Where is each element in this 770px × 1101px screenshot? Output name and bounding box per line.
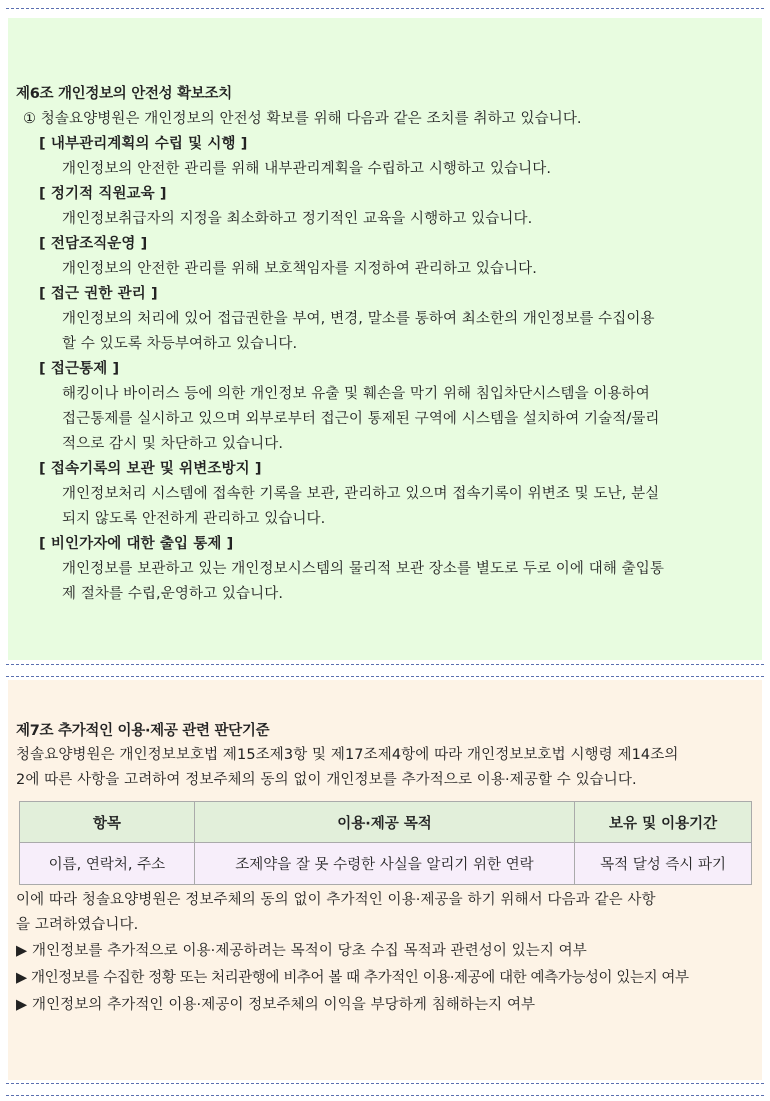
section7-after: 이에 따라 청솔요양병원은 정보주체의 동의 없이 추가적인 이용·제공을 하기 위해서 다음과 같은 사항 bbox=[16, 892, 656, 908]
divider bbox=[6, 676, 764, 677]
bullet-item: ▶ 개인정보를 수집한 정황 또는 처리관행에 비추어 볼 때 추가적인 이용·제공에 대한 예측가능성이 있는지 여부 bbox=[16, 970, 689, 986]
table-row bbox=[20, 843, 752, 885]
section6-intro: ① 청솔요양병원은 개인정보의 안전성 확보를 위해 다음과 같은 조치를 취하고 있습니다. bbox=[23, 111, 582, 127]
divider bbox=[6, 8, 764, 9]
item-heading: [ 정기적 직원교육 ] bbox=[39, 186, 167, 202]
section6-title: 제6조 개인정보의 안전성 확보조치 bbox=[16, 86, 232, 102]
table-cell: 조제약을 잘 못 수령한 사실을 알리기 위한 연락 bbox=[194, 843, 574, 885]
section7-after: 을 고려하였습니다. bbox=[16, 917, 139, 933]
section7-intro: 2에 따른 사항을 고려하여 정보주체의 동의 없이 개인정보를 추가적으로 이용·제공할 수 있습니다. bbox=[16, 772, 637, 788]
item-heading: [ 내부관리계획의 수립 및 시행 ] bbox=[39, 136, 248, 152]
table-header: 보유 및 이용기간 bbox=[575, 802, 752, 843]
item-text: 개인정보취급자의 지정을 최소화하고 정기적인 교육을 시행하고 있습니다. bbox=[62, 211, 533, 227]
bullet-item: ▶ 개인정보의 추가적인 이용·제공이 정보주체의 이익을 부당하게 침해하는지 여부 bbox=[16, 997, 536, 1013]
item-heading: [ 접속기록의 보관 및 위변조방지 ] bbox=[39, 461, 262, 477]
criteria-table bbox=[19, 801, 752, 885]
section7-intro: 청솔요양병원은 개인정보보호법 제15조제3항 및 제17조제4항에 따라 개인정보보호법 시행령 제14조의 bbox=[16, 747, 679, 763]
item-text: 개인정보처리 시스템에 접속한 기록을 보관, 관리하고 있으며 접속기록이 위변조 및 도난, 분실 bbox=[62, 486, 660, 502]
item-text: 해킹이나 바이러스 등에 의한 개인정보 유출 및 훼손을 막기 위해 침입차단시스템을 이용하여 bbox=[62, 386, 650, 402]
table-header-row bbox=[20, 802, 752, 843]
item-text: 적으로 감시 및 차단하고 있습니다. bbox=[62, 436, 284, 452]
item-heading: [ 접근통제 ] bbox=[39, 361, 120, 377]
item-text: 개인정보의 안전한 관리를 위해 내부관리계획을 수립하고 시행하고 있습니다. bbox=[62, 161, 552, 177]
item-heading: [ 전담조직운영 ] bbox=[39, 236, 148, 252]
item-text: 접근통제를 실시하고 있으며 외부로부터 접근이 통제된 구역에 시스템을 설치하여 기술적/물리 bbox=[62, 411, 660, 427]
bullet-item: ▶ 개인정보를 추가적으로 이용·제공하려는 목적이 당초 수집 목적과 관련성이 있는지 여부 bbox=[16, 943, 587, 959]
table-header: 이용·제공 목적 bbox=[194, 802, 574, 843]
item-heading: [ 접근 권한 관리 ] bbox=[39, 286, 158, 302]
item-text: 할 수 있도록 차등부여하고 있습니다. bbox=[62, 336, 298, 352]
divider bbox=[6, 1083, 764, 1084]
item-heading: [ 비인가자에 대한 출입 통제 ] bbox=[39, 536, 234, 552]
item-text: 개인정보의 처리에 있어 접급권한을 부여, 변경, 말소를 통하여 최소한의 개인정보를 수집이용 bbox=[62, 311, 655, 327]
item-text: 개인정보의 안전한 관리를 위해 보호책임자를 지정하여 관리하고 있습니다. bbox=[62, 261, 537, 277]
divider bbox=[6, 664, 764, 665]
table-header: 항목 bbox=[20, 802, 195, 843]
section7-title: 제7조 추가적인 이용·제공 관련 판단기준 bbox=[16, 723, 270, 739]
item-text: 제 절차를 수립,운영하고 있습니다. bbox=[62, 586, 284, 602]
item-text: 되지 않도록 안전하게 관리하고 있습니다. bbox=[62, 511, 326, 527]
table-cell: 목적 달성 즉시 파기 bbox=[575, 843, 752, 885]
table-cell: 이름, 연락처, 주소 bbox=[20, 843, 195, 885]
divider bbox=[6, 1095, 764, 1096]
item-text: 개인정보를 보관하고 있는 개인정보시스템의 물리적 보관 장소를 별도로 두로 이에 대해 출입통 bbox=[62, 561, 664, 577]
